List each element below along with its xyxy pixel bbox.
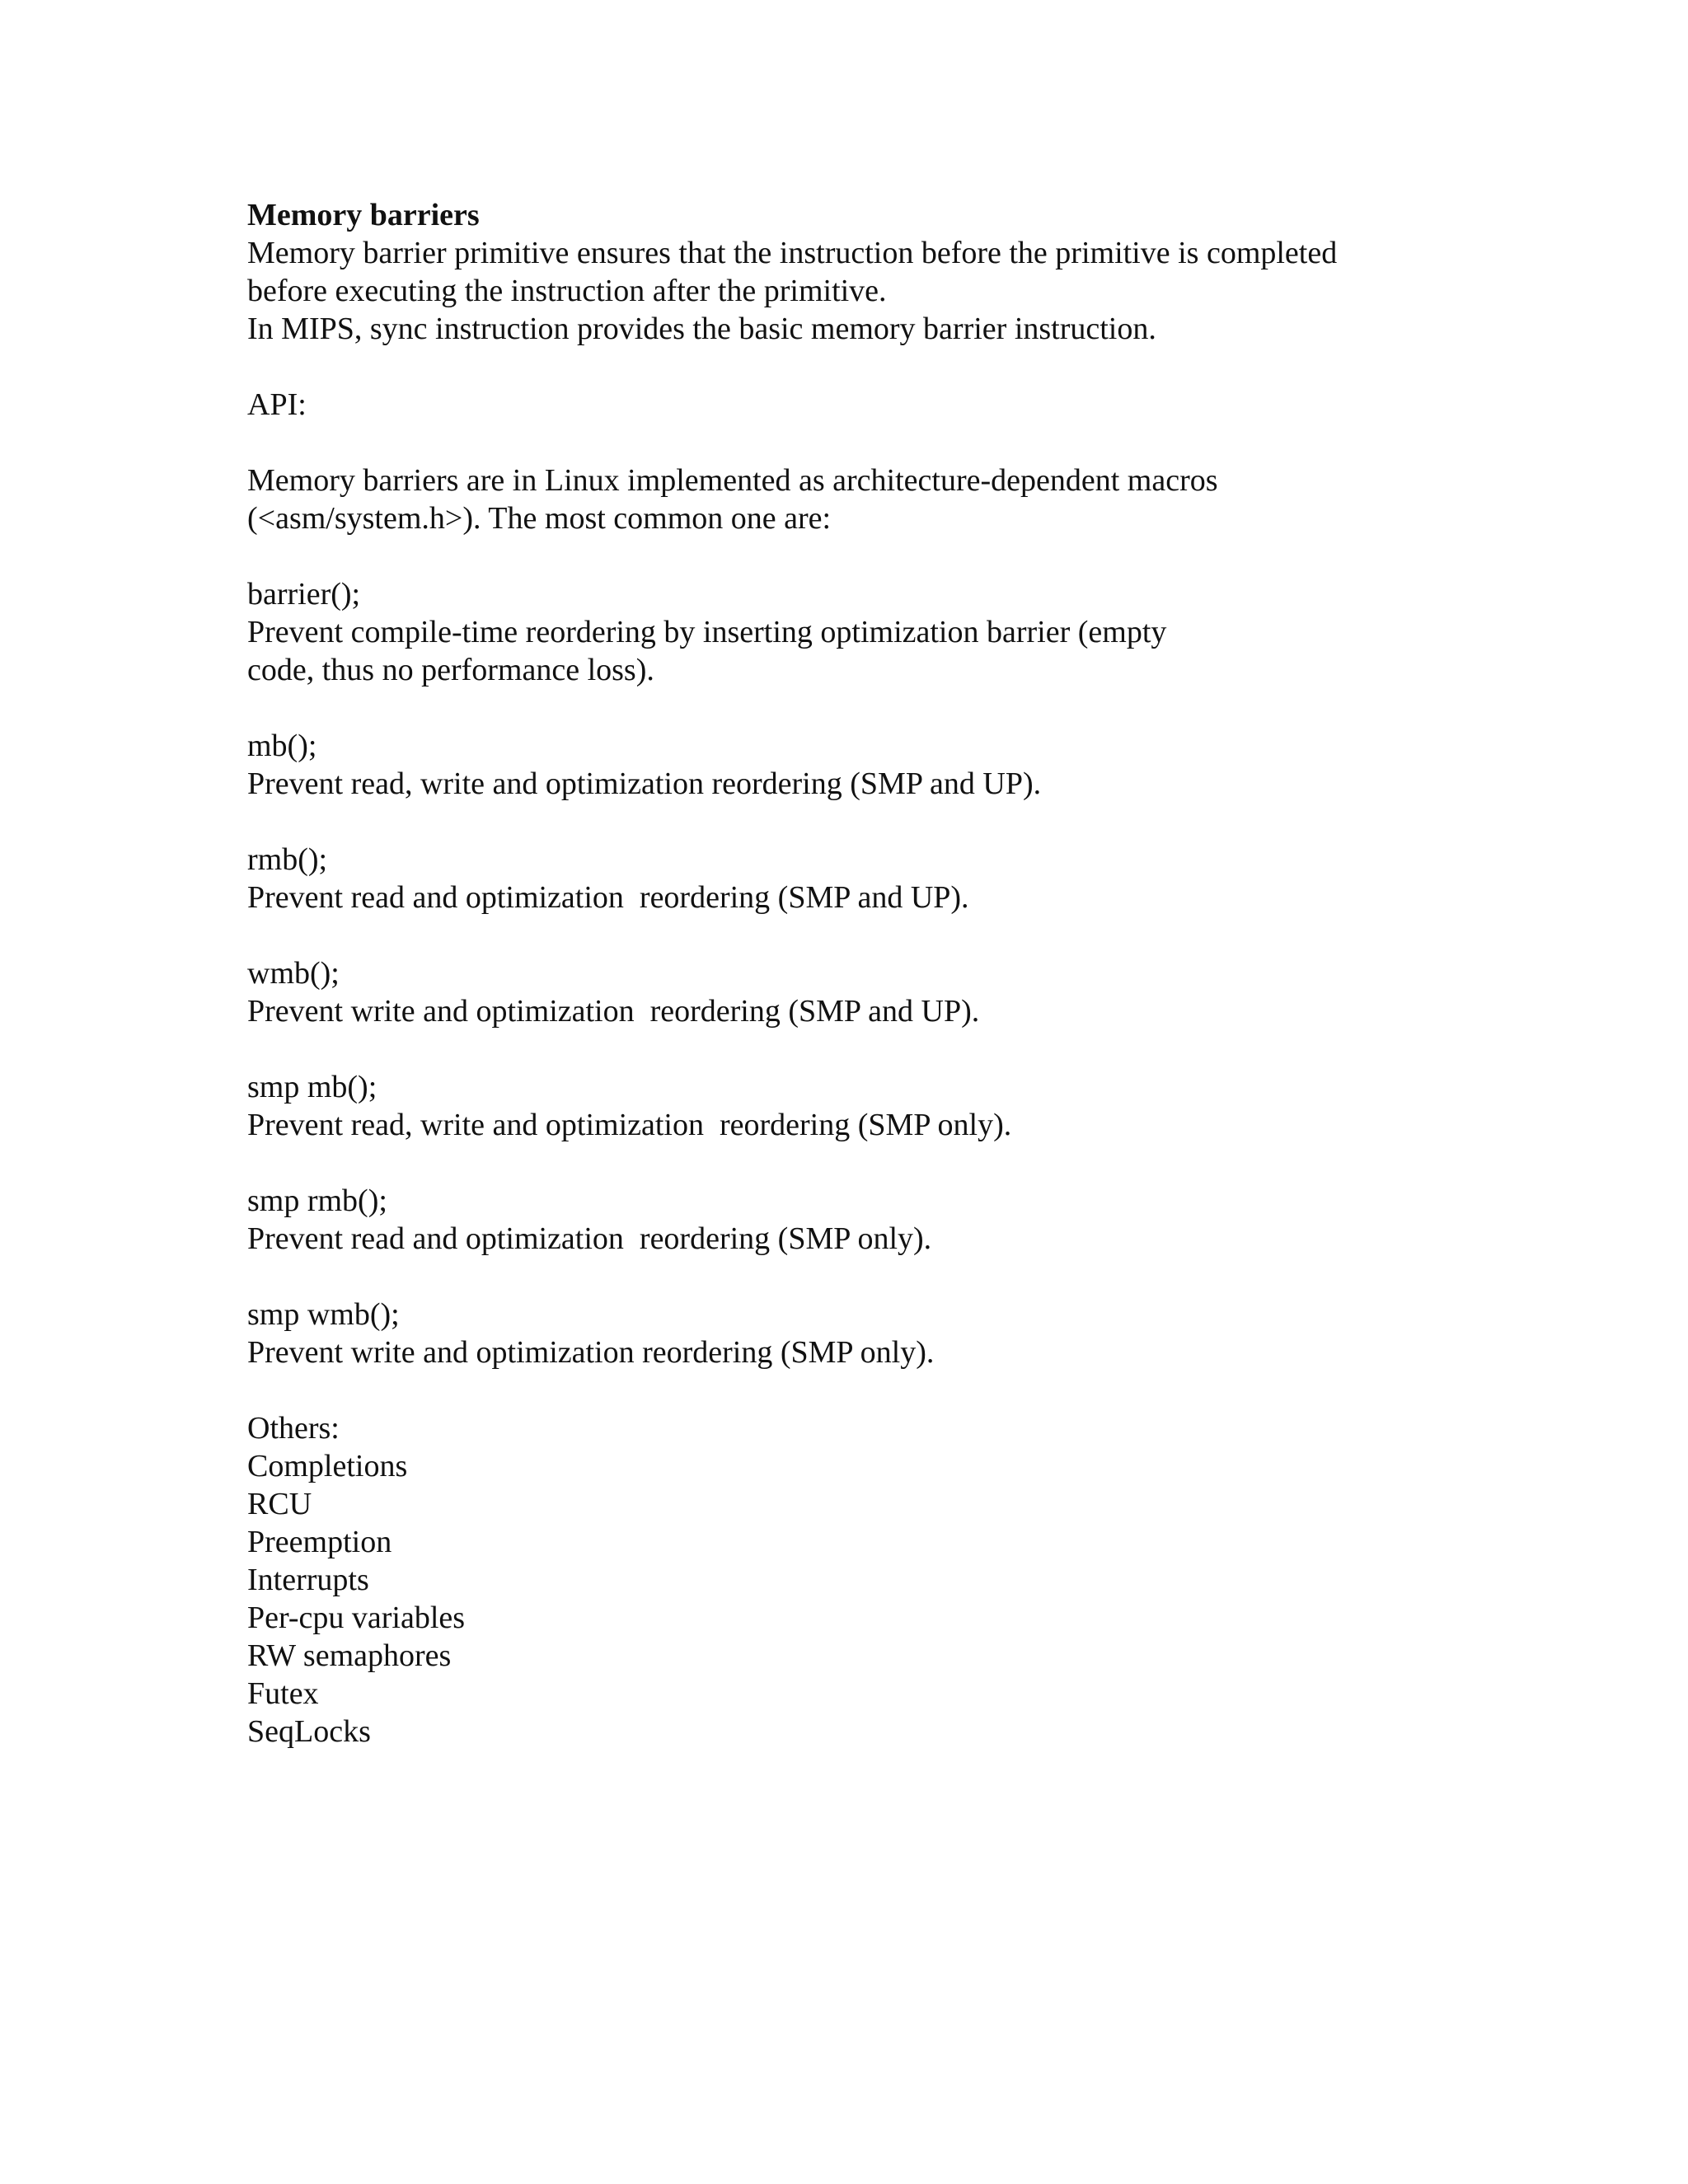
- intro-line: In MIPS, sync instruction provides the basic memory barrier instruction.: [247, 312, 1156, 346]
- others-item: Completions: [247, 1449, 408, 1483]
- paragraph-gap: [247, 803, 1484, 841]
- others-item: Futex: [247, 1676, 319, 1711]
- barrier-description: Prevent write and optimization reordering (SMP and UP).: [247, 994, 980, 1029]
- barrier-description: code, thus no performance loss).: [247, 653, 654, 687]
- others-item: Interrupts: [247, 1563, 369, 1597]
- others-item: SeqLocks: [247, 1714, 371, 1749]
- paragraph-gap: [247, 1258, 1484, 1296]
- barrier-name: mb();: [247, 729, 317, 763]
- barrier-description: Prevent read, write and optimization reordering (SMP and UP).: [247, 766, 1042, 801]
- intro-line: before executing the instruction after the primitive.: [247, 274, 887, 308]
- paragraph-gap: [247, 1144, 1484, 1182]
- barrier-description: Prevent read and optimization reordering (SMP only).: [247, 1221, 932, 1256]
- barrier-description: Prevent write and optimization reordering (SMP only).: [247, 1335, 935, 1370]
- barrier-name: smp mb();: [247, 1070, 377, 1104]
- barrier-description: Prevent read and optimization reordering (SMP and UP).: [247, 880, 969, 915]
- api-intro-line: Memory barriers are in Linux implemented as architecture-dependent macros: [247, 463, 1218, 498]
- paragraph-gap: [247, 689, 1484, 727]
- others-item: RCU: [247, 1487, 312, 1521]
- barrier-description: Prevent compile-time reordering by inserting optimization barrier (empty: [247, 615, 1167, 649]
- document-body: [247, 196, 1484, 1750]
- barrier-name: smp rmb();: [247, 1183, 387, 1218]
- page-title: Memory barriers: [247, 198, 480, 232]
- intro-line: Memory barrier primitive ensures that the instruction before the primitive is completed: [247, 236, 1338, 270]
- paragraph-gap: [247, 916, 1484, 954]
- others-item: RW semaphores: [247, 1638, 452, 1673]
- api-intro-line: (<asm/system.h>). The most common one are:: [247, 501, 832, 536]
- barrier-name: rmb();: [247, 842, 328, 877]
- paragraph-gap: [247, 348, 1484, 386]
- paragraph-gap: [247, 537, 1484, 575]
- others-item: Per-cpu variables: [247, 1601, 466, 1635]
- others-heading: Others:: [247, 1411, 340, 1446]
- barrier-name: smp wmb();: [247, 1297, 400, 1332]
- paragraph-gap: [247, 424, 1484, 462]
- barrier-name: wmb();: [247, 956, 340, 991]
- api-heading: API:: [247, 387, 307, 422]
- barrier-description: Prevent read, write and optimization reordering (SMP only).: [247, 1108, 1012, 1142]
- paragraph-gap: [247, 1371, 1484, 1409]
- paragraph-gap: [247, 1030, 1484, 1068]
- barrier-name: barrier();: [247, 577, 361, 612]
- others-item: Preemption: [247, 1525, 392, 1559]
